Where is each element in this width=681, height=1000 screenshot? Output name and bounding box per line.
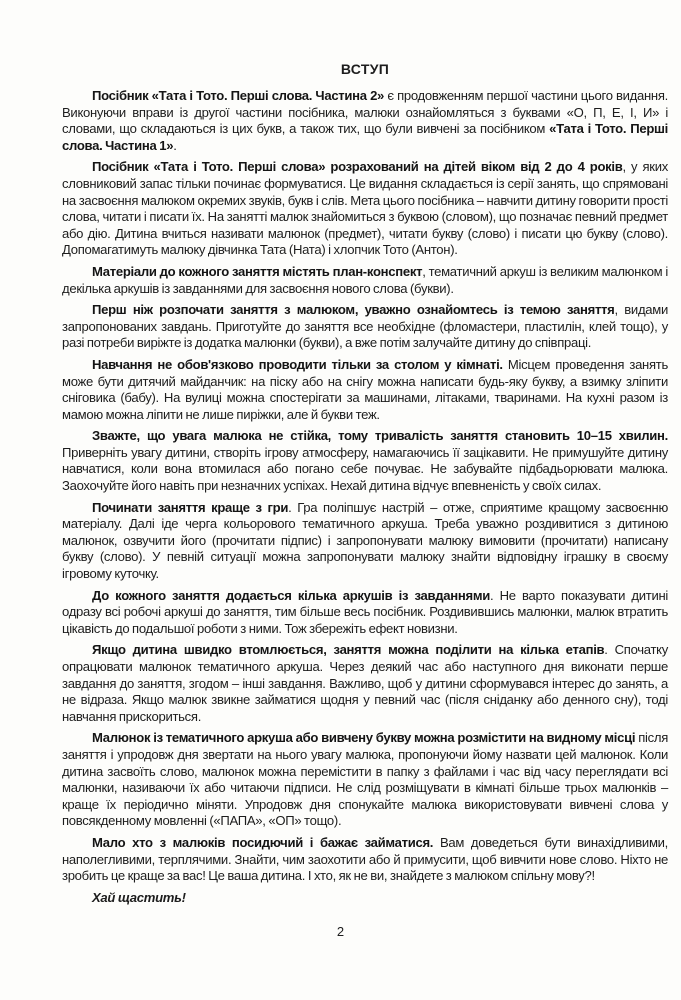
paragraph bbox=[62, 588, 668, 638]
paragraph-text: Місцем проведення занять може бути дитячий майданчик: на піску або на снігу можна написати будь-яку букву, а взимку зліпити сніговика (бабу). На вулиці можна спостерігати за машинами, літаками, тваринами. На кухні разом із мамою можна ліпити не лише пиріжки, але й букви теж. bbox=[62, 356, 668, 422]
paragraph-text: є продовженням першої частини цього видання. Виконуючи вправи із другої частини посібника, малюки ознайомляться з буквами «О, П, Е, І, И» і словами, що складаються із цих букв, а також тих, що були вивчені за посібником bbox=[62, 88, 668, 137]
paragraph bbox=[62, 264, 668, 297]
paragraph-text: , у яких словниковий запас тільки починає формуватися. Це видання складається із серії занять, що спрямовані на засвоєння малюком окремих звуків, букв і слів. Мета цього посібника – навчити дитину говорити прості слова, читати і писати їх. На занятті малюк знайомиться з буквою (словом), що позначає певний предмет або дію. Дитина вчиться називати малюнок (предмет), читати букву (слово) і писати цю букву (слово). Допомагатимуть малюку дівчинка Тата (Ната) і хлопчик Тото (Антон). bbox=[62, 159, 668, 258]
paragraph-lead: Якщо дитина швидко втомлюється, заняття можна поділити на кілька етапів bbox=[92, 642, 605, 658]
paragraph bbox=[62, 159, 668, 259]
paragraph-lead: Мало хто з малюків посидючий і бажає займатися. bbox=[92, 834, 434, 850]
page-title: ВСТУП bbox=[340, 61, 390, 77]
paragraph bbox=[62, 835, 668, 885]
paragraph-text: , видами запропонованих завдань. Приготуйте до заняття все необхідне (фломастери, пластилін, клей тощо), у разі потреби виріжте із додатка малюнки (букви), а вже потім залучайте дитину до співпраці. bbox=[62, 302, 668, 351]
paragraph-lead: Зважте, що увага малюка не стійка, тому тривалість заняття становить 10–15 хвилин. bbox=[92, 428, 668, 444]
paragraph-lead: Посібник «Тата і Тото. Перші слова» розрахований на дітей віком від 2 до 4 років bbox=[92, 159, 623, 175]
paragraph-text: . Спочатку опрацювати малюнок тематичного аркуша. Через деякий час або наступного дня виконати перше завдання до заняття, згодом – інші завдання. Важливо, щоб у дитини сформувався інтерес до занять, а не відраза. Якщо малюк звикне займатися щодня у певний час (після сніданку або денного сну), тоді навчання прискориться. bbox=[62, 642, 668, 724]
paragraph bbox=[62, 302, 668, 352]
body-text bbox=[62, 88, 668, 885]
paragraph-lead: Перш ніж розпочати заняття з малюком, уважно ознайомтесь із темою заняття bbox=[92, 302, 615, 318]
page-number: 2 bbox=[336, 924, 345, 940]
closing-wish: Хай щастить! bbox=[92, 889, 186, 905]
paragraph bbox=[62, 500, 668, 583]
paragraph-text: після заняття і упродовж дня звертати на нього увагу малюка, пропонуючи йому назвати цей малюнок. Коли дитина засвоїть слово, малюнок можна перемістити в папку з файлами і час від часу переглядати всі малюнки, називаючи їх або читаючи підписи. Не слід розміщувати в кімнаті більше трьох малюнків – краще їх періодично міняти. Упродовж дня спонукайте малюка використовувати вивчені слова у повсякденному мовленні («ПАПА», «ОП» тощо). bbox=[62, 730, 669, 829]
paragraph-lead: До кожного заняття додається кілька аркушів із завданнями bbox=[92, 587, 490, 603]
paragraph-text: . Не варто показувати дитині одразу всі робочі аркуші до заняття, тим більше весь посібник. Роздивившись малюнки, малюк втратить цікавість до подальшої роботи з ними. Тож збережіть ефект новизни. bbox=[62, 587, 668, 636]
document-page bbox=[62, 0, 668, 906]
paragraph-lead: Малюнок із тематичного аркуша або вивчену букву можна розмістити на видному місці bbox=[92, 730, 636, 746]
paragraph-text: Приверніть увагу дитини, створіть ігрову атмосферу, намагаючись її зацікавити. Не примушуйте дитину навчатися, коли вона втомилася або погано себе почуває. Не забувайте підбадьорювати малюка. Заохочуйте його навіть при незначних успіхах. Нехай дитина відчує впевненість у своїх силах. bbox=[62, 444, 668, 494]
paragraph-lead: Матеріали до кожного заняття містять план-конспект bbox=[92, 263, 423, 279]
paragraph-text: Вам доведеться бути винахідливими, наполегливими, терплячими. Знайти, чим заохотити або й примусити, щоб вивчити нове слово. Ніхто не зробить це краще за вас! Це ваша дитина. І хто, як не ви, знайдете з малюком спільну мову?! bbox=[62, 834, 669, 884]
paragraph bbox=[62, 88, 668, 154]
paragraph bbox=[62, 428, 668, 494]
paragraph-lead: Починати заняття краще з гри bbox=[92, 499, 289, 515]
paragraph bbox=[62, 642, 668, 725]
paragraph-text: . Гра поліпшує настрій – отже, сприятиме кращому засвоєнню матеріалу. Далі іде черга кольорового тематичного аркуша. Треба уважно роздивитися з дитиною малюнок, озвучити його (прочитати підпис) і запропонувати малюку вимовити (прочитати) написану букву (слово). У певній ситуації можна запропонувати малюку знайти відповідну іграшку в своєму ігровому куточку. bbox=[62, 499, 668, 582]
paragraph bbox=[62, 730, 668, 830]
paragraph-lead: «Тата і Тото. Перші слова. Частина 1» bbox=[62, 121, 668, 153]
paragraph-lead: Посібник «Тата і Тото. Перші слова. Частина 2» bbox=[92, 88, 385, 103]
paragraph bbox=[62, 357, 668, 423]
paragraph-text: . bbox=[173, 137, 177, 153]
paragraph-lead: Навчання не обов'язково проводити тільки за столом у кімнаті. bbox=[92, 356, 503, 372]
paragraph-text: , тематичний аркуш із великим малюнком і декілька аркушів із завданнями для засвоєння нового слова (букви). bbox=[62, 263, 669, 296]
